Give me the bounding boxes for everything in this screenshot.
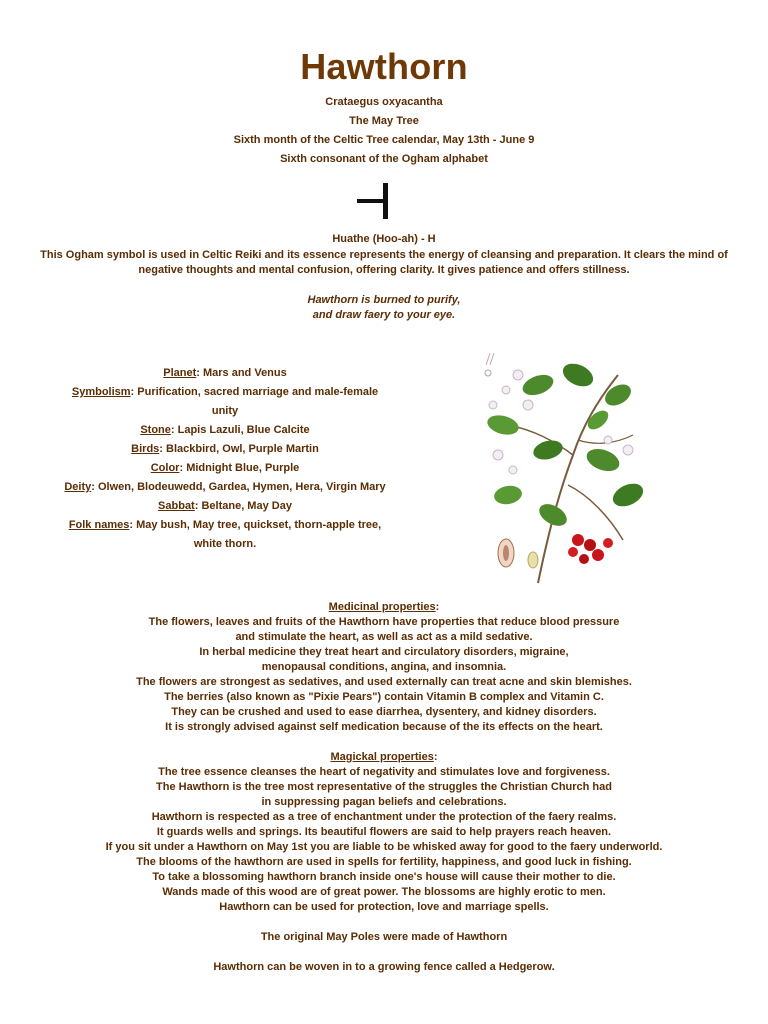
hedgerow-line: Hawthorn can be woven in to a growing fence called a Hedgerow. [213, 961, 555, 973]
ogham-huathe-icon [355, 183, 391, 219]
text-line: To take a blossoming hawthorn branch inside one's house will cause their mother to die. [152, 871, 616, 883]
hawthorn-illustration-icon [478, 345, 650, 585]
attribute-list [60, 364, 390, 554]
attribute-value: : Mars and Venus [196, 367, 287, 379]
attribute-key: Planet [163, 367, 197, 379]
attribute-deity [60, 478, 390, 497]
text-line: Hawthorn can be used for protection, love and marriage spells. [219, 901, 549, 913]
medicinal-section [40, 600, 728, 975]
quote [0, 293, 768, 323]
attribute-key: Sabbat [158, 500, 195, 512]
attribute-symbolism [60, 383, 390, 421]
text-line: It is strongly advised against self medication because of the its effects on the heart. [165, 721, 603, 733]
attribute-stone [60, 421, 390, 440]
text-line: In herbal medicine they treat heart and circulatory disorders, migraine, [199, 646, 569, 658]
latin-name: Crataegus oxyacantha [325, 96, 443, 108]
attribute-key: Stone [140, 424, 171, 436]
medicinal-heading: Medicinal properties: [328, 601, 440, 613]
attribute-value: : Blackbird, Owl, Purple Martin [159, 443, 319, 455]
attribute-key: Color [150, 462, 180, 474]
text-line: They can be crushed and used to ease diarrhea, dysentery, and kidney disorders. [171, 706, 597, 718]
text-line: The tree essence cleanses the heart of negativity and stimulates love and forgiveness. [158, 766, 610, 778]
attribute-birds [60, 440, 390, 459]
attribute-planet [60, 364, 390, 383]
text-line: Hawthorn is respected as a tree of enchantment under the protection of the faery realms. [151, 811, 617, 823]
attribute-folk-names [60, 516, 390, 554]
text-line: It guards wells and springs. Its beautiful flowers are said to help prayers reach heaven. [156, 826, 612, 838]
calendar-info: Sixth month of the Celtic Tree calendar, May 13th - June 9 [233, 134, 535, 146]
quote-line: and draw faery to your eye. [312, 309, 456, 321]
heading-text: Medicinal properties [328, 601, 436, 613]
maypoles-line: The original May Poles were made of Hawthorn [260, 931, 508, 943]
attribute-key: Birds [131, 443, 160, 455]
attribute-key: Symbolism [71, 386, 131, 398]
pronunciation: Huathe (Hoo-ah) - H [332, 233, 436, 245]
text-line: The Hawthorn is the tree most representative of the struggles the Christian Church had [156, 781, 612, 793]
attribute-key: Folk names [68, 519, 130, 531]
attribute-value: : Midnight Blue, Purple [179, 462, 300, 474]
attribute-color [60, 459, 390, 478]
attribute-value: : May bush, May tree, quickset, thorn-apple tree, white thorn. [129, 519, 382, 550]
attribute-value: : Olwen, Blodeuwedd, Gardea, Hymen, Hera, Virgin Mary [91, 481, 386, 493]
text-line: If you sit under a Hawthorn on May 1st you are liable to be whisked away for good to the faery underworld. [105, 841, 663, 853]
intro-paragraph: This Ogham symbol is used in Celtic Reiki and its essence represents the energy of cleansing and preparation. It clears the mind of negative thoughts and mental confusion, offering clarity. It gives patience and offers stillness. [40, 249, 728, 276]
text-line: The berries (also known as "Pixie Pears") contain Vitamin B complex and Vitamin C. [164, 691, 604, 703]
text-line: The blooms of the hawthorn are used in spells for fertility, happiness, and good luck in fishing. [136, 856, 632, 868]
attribute-sabbat [60, 497, 390, 516]
consonant-info: Sixth consonant of the Ogham alphabet [280, 153, 488, 165]
alias: The May Tree [349, 115, 419, 127]
text-line: The flowers are strongest as sedatives, and used externally can treat acne and skin blemishes. [136, 676, 632, 688]
text-line: in suppressing pagan beliefs and celebrations. [261, 796, 507, 808]
magickal-heading: Magickal properties: [330, 751, 438, 763]
attribute-value: : Beltane, May Day [194, 500, 292, 512]
text-line: menopausal conditions, angina, and insomnia. [261, 661, 507, 673]
page-title: Hawthorn [300, 46, 468, 87]
attribute-key: Deity [64, 481, 92, 493]
attribute-value: : Purification, sacred marriage and male-female unity [130, 386, 379, 417]
quote-line: Hawthorn is burned to purify, [307, 294, 461, 306]
text-line: and stimulate the heart, as well as act as a mild sedative. [235, 631, 533, 643]
text-line: Wands made of this wood are of great power. The blossoms are highly erotic to men. [162, 886, 606, 898]
text-line: The flowers, leaves and fruits of the Hawthorn have properties that reduce blood pressure [148, 616, 620, 628]
heading-text: Magickal properties [330, 751, 434, 763]
attribute-value: : Lapis Lazuli, Blue Calcite [170, 424, 310, 436]
